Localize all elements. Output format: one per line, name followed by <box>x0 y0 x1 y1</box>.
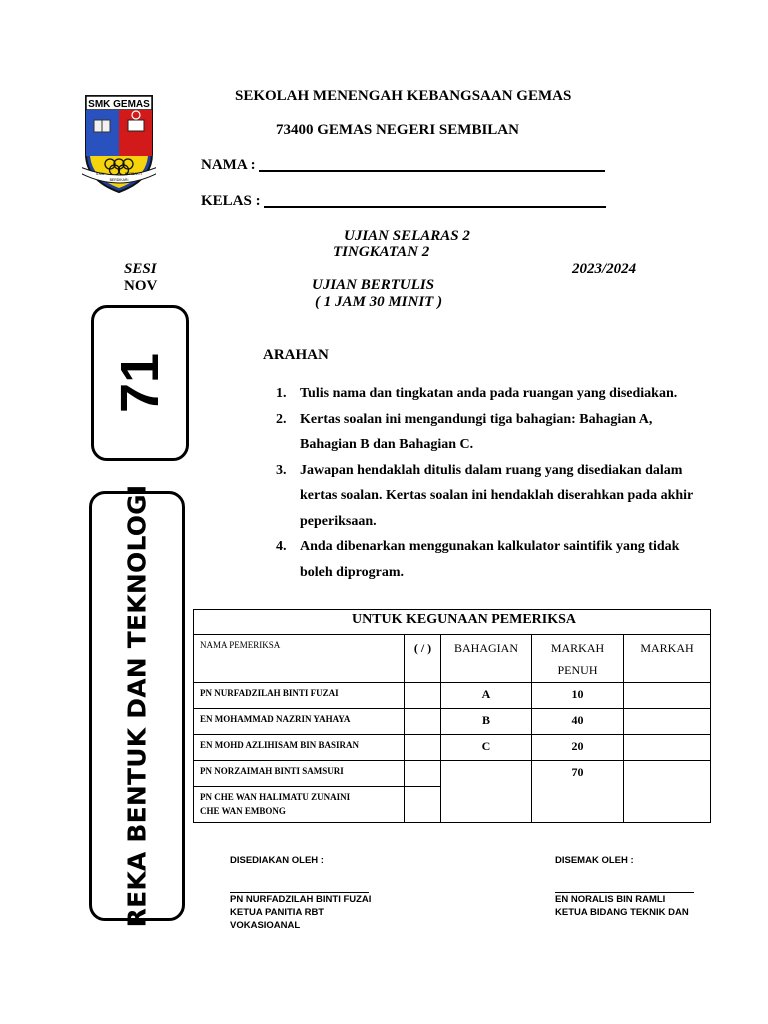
examiner-name: EN MOHD AZLIHISAM BIN BASIRAN <box>194 735 405 761</box>
examiner-name: PN NURFADZILAH BINTI FUZAI <box>194 683 405 709</box>
name-label: NAMA : <box>201 157 256 173</box>
session-month: NOV <box>124 278 158 294</box>
checked-signature-line[interactable] <box>555 892 694 893</box>
logo-banner-mid: BERDIKARI <box>109 178 129 182</box>
exam-title: UJIAN SELARAS 2 <box>344 228 470 244</box>
header-full-marks-line2: PENUH <box>557 663 598 677</box>
exam-year: 2023/2024 <box>572 261 637 277</box>
table-row <box>194 735 711 761</box>
header-section: BAHAGIAN <box>441 635 532 683</box>
table-row <box>194 709 711 735</box>
logo-banner-left: ILMU <box>96 172 105 176</box>
examiner-name <box>194 787 405 823</box>
instruction-text: Tulis nama dan tingkatan anda pada ruangan yang disediakan. <box>300 386 678 401</box>
subject-name: REKA BENTUK DAN TEKNOLOGI <box>122 484 152 928</box>
header-examiner: NAMA PEMERIKSA <box>194 635 405 683</box>
prepared-by-name: PN NURFADZILAH BINTI FUZAI <box>230 894 372 905</box>
section-cell: B <box>441 709 532 735</box>
name-field[interactable] <box>259 170 605 172</box>
checked-by-name: EN NORALIS BIN RAMLI <box>555 894 666 905</box>
school-name: SEKOLAH MENENGAH KEBANGSAAN GEMAS <box>235 88 572 104</box>
instructions-list <box>276 381 696 585</box>
logo-text: SMK GEMAS <box>88 99 150 110</box>
table-row <box>194 683 711 709</box>
marks-cell[interactable] <box>624 735 711 761</box>
section-cell-empty <box>441 761 532 823</box>
marks-cell[interactable] <box>624 683 711 709</box>
instructions-heading: ARAHAN <box>263 347 329 363</box>
header-tick: ( / ) <box>405 635 441 683</box>
prepared-by-label: DISEDIAKAN OLEH : <box>230 855 324 866</box>
instruction-text: Kertas soalan ini mengandungi tiga bahagian: Bahagian A, Bahagian B dan Bahagian C. <box>300 411 653 452</box>
instruction-item <box>276 458 696 535</box>
logo-banner-right: BERBAKTI <box>124 172 142 176</box>
exam-level: TINGKATAN 2 <box>333 244 430 260</box>
tick-cell[interactable] <box>405 761 441 787</box>
tick-cell[interactable] <box>405 735 441 761</box>
class-label: KELAS : <box>201 193 261 209</box>
exam-duration: ( 1 JAM 30 MINIT ) <box>315 294 443 310</box>
full-marks-cell: 20 <box>532 735 624 761</box>
instruction-item <box>276 534 696 585</box>
class-field[interactable] <box>264 206 606 208</box>
instruction-item <box>276 407 696 458</box>
paper-type: UJIAN BERTULIS <box>312 277 435 293</box>
name-field-row <box>201 157 605 174</box>
examiner-name-line2: CHE WAN EMBONG <box>200 806 286 816</box>
instruction-number: 4. <box>276 539 287 554</box>
marks-cell[interactable] <box>624 709 711 735</box>
full-marks-cell: 10 <box>532 683 624 709</box>
paper-code-box <box>91 305 189 461</box>
total-marks-cell: 70 <box>532 761 624 823</box>
tick-cell[interactable] <box>405 683 441 709</box>
table-row <box>194 761 711 787</box>
prepared-signature-line[interactable] <box>230 892 369 893</box>
instruction-number: 2. <box>276 411 287 427</box>
session-label: SESI <box>124 261 157 277</box>
tick-cell[interactable] <box>405 787 441 823</box>
subject-box <box>89 484 185 928</box>
header-marks: MARKAH <box>624 635 711 683</box>
examiner-name-line1: PN CHE WAN HALIMATU ZUNAINI <box>200 792 351 802</box>
prepared-by-role: KETUA PANITIA RBT <box>230 907 325 918</box>
school-address: 73400 GEMAS NEGERI SEMBILAN <box>276 122 519 138</box>
instruction-number: 3. <box>276 462 287 478</box>
school-crest-logo <box>82 94 156 194</box>
section-cell: A <box>441 683 532 709</box>
instruction-text: Jawapan hendaklah ditulis dalam ruang yang disediakan dalam kertas soalan. Kertas soalan ini hendaklah diserahkan pada akhir peperiksaan. <box>300 462 694 529</box>
instruction-number: 1. <box>276 386 287 401</box>
header-full-marks-line1: MARKAH <box>550 641 605 655</box>
tick-cell[interactable] <box>405 709 441 735</box>
table-title: UNTUK KEGUNAAN PEMERIKSA <box>194 610 711 635</box>
header-full-marks <box>532 635 624 683</box>
instruction-text: Anda dibenarkan menggunakan kalkulator saintifik yang tidak boleh diprogram. <box>300 539 680 580</box>
checked-by-label: DISEMAK OLEH : <box>555 855 634 866</box>
total-score-cell[interactable] <box>624 761 711 823</box>
examiner-name: EN MOHAMMAD NAZRIN YAHAYA <box>194 709 405 735</box>
paper-code: 71 <box>110 352 170 414</box>
full-marks-cell: 40 <box>532 709 624 735</box>
prepared-by-role-2: VOKASIOANAL <box>230 920 301 931</box>
examiner-name: PN NORZAIMAH BINTI SAMSURI <box>194 761 405 787</box>
checked-by-role: KETUA BIDANG TEKNIK DAN <box>555 907 689 918</box>
instruction-item <box>276 381 696 407</box>
section-cell: C <box>441 735 532 761</box>
class-field-row <box>201 193 606 210</box>
examiner-table <box>193 609 711 823</box>
